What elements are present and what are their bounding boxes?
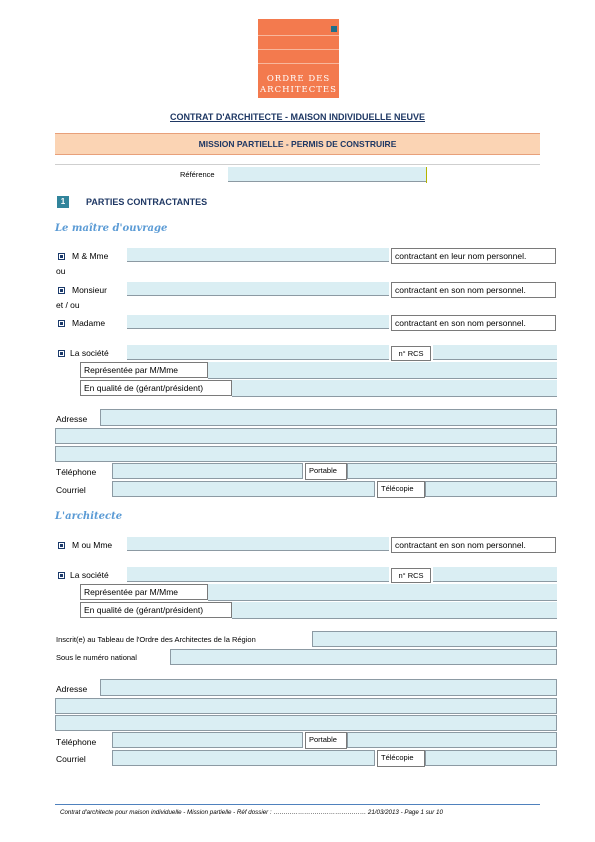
societe-field[interactable] [127,345,389,360]
numero-field[interactable] [170,649,557,665]
arch-telecopie-label: Télécopie [377,750,425,767]
arch-telecopie-field[interactable] [425,750,557,766]
logo-line2: ARCHITECTES [260,85,337,95]
section-title: PARTIES CONTRACTANTES [86,197,208,207]
et-ou-label: et / ou [56,300,80,310]
madame-field[interactable] [127,315,389,329]
section-number: 1 [60,197,66,206]
m-mme-checkbox[interactable] [58,253,65,260]
societe-checkbox[interactable] [58,350,65,357]
footer-text: Contrat d'architecte pour maison individuelle - Mission partielle - Réf dossier : ……………………………………… 21/03/2013 - Page 1 sur 10 [60,809,443,816]
rcs-field[interactable] [433,345,557,360]
logo-stripe [258,35,339,36]
logo-stripe [258,63,339,64]
adresse-label: Adresse [56,414,88,424]
maitre-heading: Le maître d'ouvrage [55,223,168,234]
portable-label: Portable [305,463,347,480]
arch-representee-label: Représentée par M/Mme [80,584,208,600]
document-title: CONTRAT D'ARCHITECTE - MAISON INDIVIDUELLE NEUVE [170,112,425,122]
arch-adresse-label: Adresse [56,684,88,694]
qualite-label: En qualité de (gérant/président) [80,380,232,396]
rcs-label: n° RCS [391,346,431,361]
reference-field[interactable] [228,167,426,182]
societe-label: La société [70,348,109,358]
mission-banner [55,133,540,155]
m-ou-mme-checkbox[interactable] [58,542,65,549]
arch-courriel-label: Courriel [56,754,86,764]
m-ou-mme-field[interactable] [127,537,389,551]
arch-adresse-field-2[interactable] [55,698,557,714]
telephone-field[interactable] [112,463,303,479]
arch-adresse-field-1[interactable] [100,679,557,696]
representee-field[interactable] [208,362,557,379]
arch-representee-field[interactable] [208,584,557,601]
footer-rule [55,804,540,805]
qualite-field[interactable] [232,380,557,397]
arch-adresse-field-3[interactable] [55,715,557,731]
divider [55,164,540,165]
m-ou-mme-label: M ou Mme [72,540,113,550]
arch-rcs-label: n° RCS [391,568,431,583]
monsieur-note: contractant en son nom personnel. [391,282,556,298]
ordre-logo [258,19,339,98]
madame-note: contractant en son nom personnel. [391,315,556,331]
arch-telephone-field[interactable] [112,732,303,748]
arch-rcs-field[interactable] [433,567,557,582]
courriel-label: Courriel [56,485,86,495]
adresse-field-2[interactable] [55,428,557,444]
arch-qualite-field[interactable] [232,602,557,619]
arch-portable-field[interactable] [347,732,557,748]
representee-label: Représentée par M/Mme [80,362,208,378]
arch-societe-field[interactable] [127,567,389,582]
architecte-heading: L'architecte [55,511,123,522]
telecopie-field[interactable] [425,481,557,497]
section-number-badge [57,196,69,208]
monsieur-checkbox[interactable] [58,287,65,294]
telephone-label: Téléphone [56,467,97,477]
arch-portable-label: Portable [305,732,347,749]
adresse-field-3[interactable] [55,446,557,462]
region-field[interactable] [312,631,557,647]
numero-label: Sous le numéro national [56,653,137,662]
logo-corner-mark [331,26,337,32]
arch-societe-checkbox[interactable] [58,572,65,579]
telecopie-label: Télécopie [377,481,425,498]
m-ou-mme-note: contractant en son nom personnel. [391,537,556,553]
mission-banner-text: MISSION PARTIELLE - PERMIS DE CONSTRUIRE [198,139,397,149]
arch-telephone-label: Téléphone [56,737,97,747]
adresse-field-1[interactable] [100,409,557,426]
m-mme-label: M & Mme [72,251,109,261]
courriel-field[interactable] [112,481,375,497]
reference-label: Référence [180,170,215,179]
arch-societe-label: La société [70,570,109,580]
arch-qualite-label: En qualité de (gérant/président) [80,602,232,618]
monsieur-field[interactable] [127,282,389,296]
field-edge [426,167,427,183]
m-mme-note: contractant en leur nom personnel. [391,248,556,264]
logo-line1: ORDRE DES [266,74,331,84]
ou-label: ou [56,266,66,276]
portable-field[interactable] [347,463,557,479]
madame-label: Madame [72,318,106,328]
m-mme-field[interactable] [127,248,389,262]
madame-checkbox[interactable] [58,320,65,327]
arch-courriel-field[interactable] [112,750,375,766]
monsieur-label: Monsieur [72,285,107,295]
inscrit-label: Inscrit(e) au Tableau de l'Ordre des Architectes de la Région [56,635,256,644]
logo-stripe [258,49,339,50]
